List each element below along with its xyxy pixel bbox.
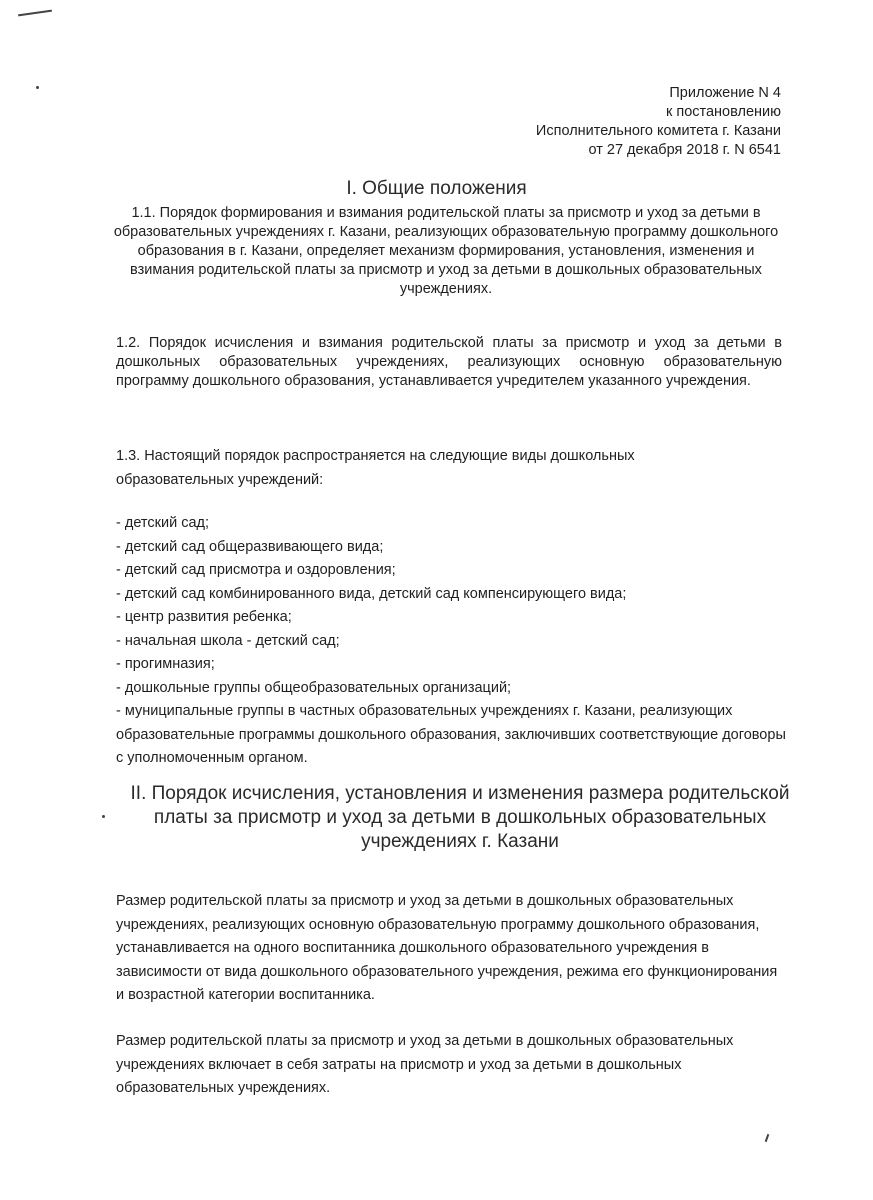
appendix-number: Приложение N 4 bbox=[669, 85, 781, 101]
appendix-date: от 27 декабря 2018 г. N 6541 bbox=[588, 142, 781, 158]
list-item: - детский сад; bbox=[116, 515, 210, 531]
paragraph-1-2: 1.2. Порядок исчисления и взимания родительской платы за присмотр и уход за детьми в дошкольных образовательных учреждениях, реализующих основную образовательную программу дошкольного образования, устанавливается учредителем указанного учреждения. bbox=[116, 335, 782, 389]
scan-dot bbox=[102, 815, 105, 818]
list-item: - детский сад комбинированного вида, детский сад компенсирующего вида; bbox=[116, 585, 627, 602]
list-item: - детский сад общеразвивающего вида; bbox=[116, 538, 384, 555]
list-item: - детский сад присмотра и оздоровления; bbox=[116, 562, 396, 578]
appendix-authority: Исполнительного комитета г. Казани bbox=[535, 123, 781, 139]
scan-mark bbox=[765, 1134, 770, 1142]
paragraph-2-1: Размер родительской платы за присмотр и уход за детьми в дошкольных образовательных учреждениях, реализующих основную образовательную программу дошкольного образования, устанавливается на одного воспитанника дошкольного образовательного учреждения в зависимости от вида дошкольного образовательного учреждения, режима его функционирования и возрастной категории воспитанника. bbox=[116, 893, 778, 1003]
list-item: - начальная школа - детский сад; bbox=[116, 632, 340, 649]
list-item: - муниципальные группы в частных образовательных учреждениях г. Казани, реализующих образовательные программы дошкольного образования, заключивших соответствующие договоры с уполномоченным органом. bbox=[116, 703, 786, 766]
list-item: - прогимназия; bbox=[116, 656, 215, 672]
paragraph-2-2: Размер родительской платы за присмотр и уход за детьми в дошкольных образовательных учреждениях включает в себя затраты на присмотр и уход за детьми в дошкольных образовательных учреждениях. bbox=[116, 1033, 734, 1096]
scan-mark bbox=[18, 10, 52, 17]
list-item: - центр развития ребенка; bbox=[116, 609, 292, 625]
scan-dot bbox=[36, 86, 39, 89]
paragraph-1-3: 1.3. Настоящий порядок распространяется на следующие виды дошкольных образовательных учреждений: bbox=[116, 448, 635, 488]
section-2-heading: II. Порядок исчисления, установления и изменения размера родительской платы за присмотр и уход за детьми в дошкольных образовательных учреждениях г. Казани bbox=[130, 783, 790, 852]
paragraph-1-1: 1.1. Порядок формирования и взимания родительской платы за присмотр и уход за детьми в образовательных учреждениях г. Казани, реализующих образовательную программу дошкольного образования в г. Казани, определяет механизм формирования, установления, изменения и взимания родительской платы за присмотр и уход за детьми в дошкольных образовательных учреждениях. bbox=[113, 205, 779, 297]
institution-types-list bbox=[116, 512, 786, 771]
section-1-heading: I. Общие положения bbox=[346, 178, 527, 199]
list-item: - дошкольные группы общеобразовательных организаций; bbox=[116, 679, 512, 696]
appendix-resolution: к постановлению bbox=[665, 104, 781, 120]
appendix-reference bbox=[381, 84, 781, 160]
